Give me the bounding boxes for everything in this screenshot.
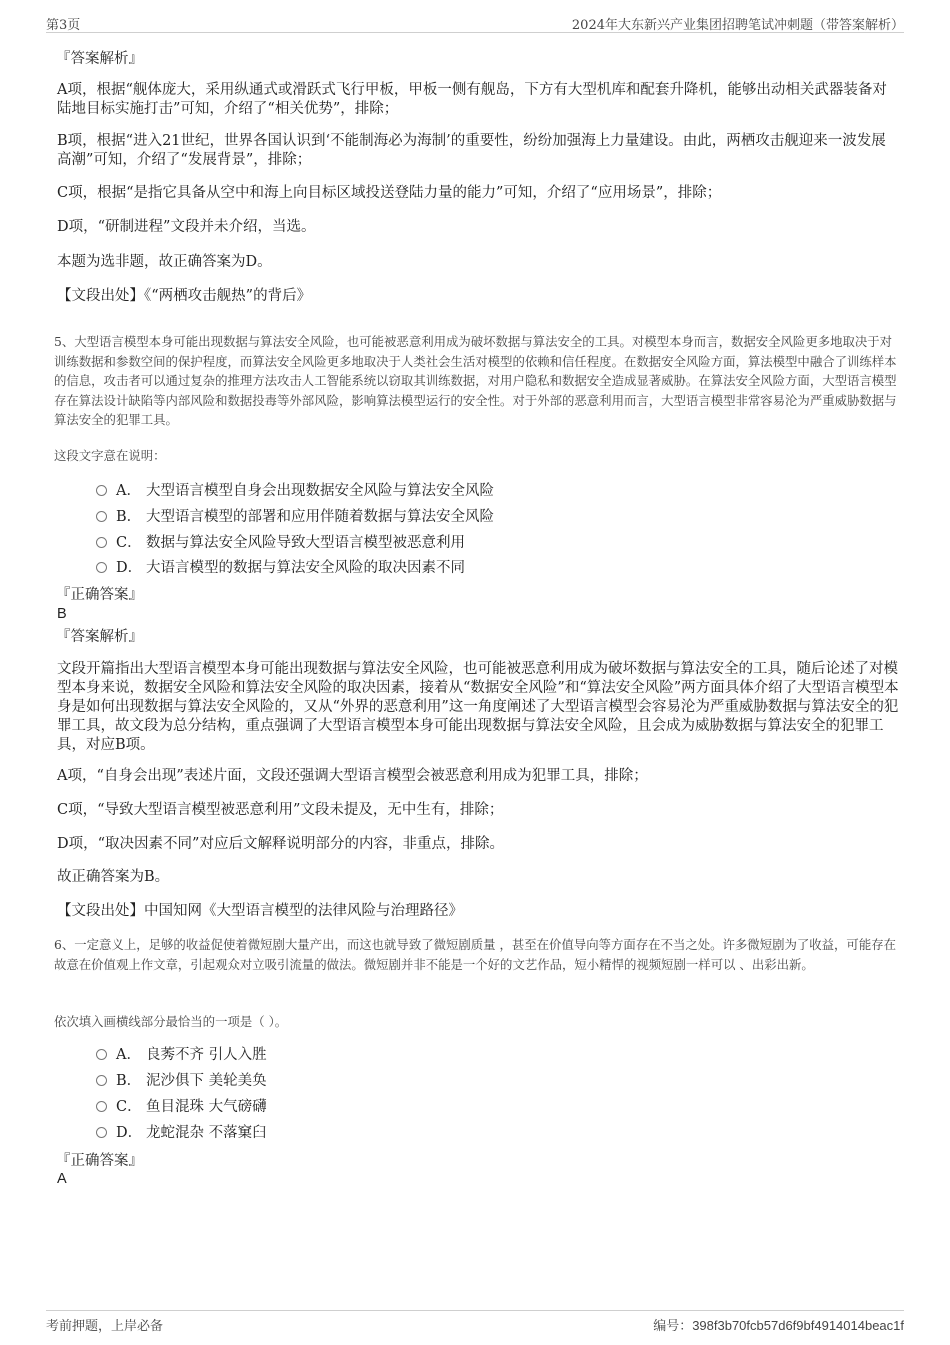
q6-option-a[interactable]	[96, 1045, 267, 1065]
option-letter: C．	[116, 535, 142, 551]
q4-source: 【文段出处】《“两栖攻击舰热”的背后》	[57, 288, 312, 304]
q5-conclusion: 故正确答案为B。	[57, 869, 170, 885]
option-letter: D．	[116, 560, 143, 576]
option-text: 泥沙俱下 美轮美奂	[146, 1073, 267, 1089]
q5-answer: B	[57, 606, 67, 622]
q5-option-c[interactable]	[96, 533, 465, 553]
radio-icon[interactable]	[96, 485, 107, 496]
q5-answer-label: 『正确答案』	[56, 587, 143, 603]
q5-option-b[interactable]	[96, 507, 494, 527]
option-letter: D．	[116, 1125, 143, 1141]
radio-icon[interactable]	[96, 1075, 107, 1086]
q5-stem: 5、大型语言模型本身可能出现数据与算法安全风险，也可能被恶意利用成为破坏数据与算法安全的工具。对模型本身而言，数据安全风险更多地取决于对训练数据和参数空间的保护程度，而算法安全风险更多地取决于人类社会生活对模型的依赖和信任程度。在数据安全风险方面，算法模型中融合了训练样本的信息，攻击者可以通过复杂的推理方法攻击人工智能系统以窃取其训练数据，对用户隐私和数据安全造成显著威胁。在算法安全风险方面，大型语言模型存在算法设计缺陷等内部风险和数据投毒等外部风险，影响算法模型运行的安全性。对于外部的恶意利用而言，大型语言模型非常容易沦为严重威胁数据与算法安全的犯罪工具。	[54, 334, 897, 427]
option-letter: A．	[116, 1047, 141, 1063]
radio-icon[interactable]	[96, 537, 107, 548]
q4-analysis-c: C项，根据“是指它具备从空中和海上向目标区域投送登陆力量的能力”可知，介绍了“应用场景”，排除；	[57, 185, 722, 201]
q6-answer: A	[57, 1171, 67, 1187]
option-letter: B．	[116, 509, 142, 525]
option-text: 大语言模型的数据与算法安全风险的取决因素不同	[146, 560, 465, 576]
q4-analysis-d: D项，“研制进程”文段并未介绍，当选。	[57, 219, 316, 235]
q5-analysis-d: D项，“取决因素不同”对应后文解释说明部分的内容，非重点，排除。	[57, 836, 504, 852]
document-code: 编号：398f3b70fcb57d6f9bf4914014beac1f	[653, 1318, 904, 1333]
q6-answer-label: 『正确答案』	[56, 1153, 143, 1169]
q5-analysis-main: 文段开篇指出大型语言模型本身可能出现数据与算法安全风险，也可能被恶意利用成为破坏数据与算法安全的工具，随后论述了对模型本身来说，数据安全风险和算法安全风险的取决因素，接着从“数据安全风险”和“算法安全风险”两方面具体介绍了大型语言模型本身是如何出现数据与算法安全风险的，又从“外界的恶意利用”这一角度阐述了大型语言模型会容易沦为严重威胁数据与算法安全的犯罪工具，故文段为总分结构，重点强调了大型语言模型本身可能出现数据与算法安全风险，且会成为威胁数据与算法安全的犯罪工具，对应B项。	[57, 661, 899, 753]
option-text: 龙蛇混杂 不落窠臼	[146, 1125, 267, 1141]
q5-source: 【文段出处】中国知网《大型语言模型的法律风险与治理路径》	[57, 903, 463, 919]
option-letter: A．	[116, 483, 141, 499]
q4-conclusion: 本题为选非题，故正确答案为D。	[57, 254, 272, 270]
radio-icon[interactable]	[96, 562, 107, 573]
q4-analysis-a: A项，根据“舰体庞大，采用纵通式或滑跃式飞行甲板，甲板一侧有舰岛，下方有大型机库和配套升降机，能够出动相关武器装备对陆地目标实施打击”可知，介绍了“相关优势”，排除；	[57, 82, 887, 117]
option-text: 数据与算法安全风险导致大型语言模型被恶意利用	[146, 535, 465, 551]
q6-option-c[interactable]	[96, 1097, 267, 1117]
q5-option-d[interactable]	[96, 558, 465, 578]
q5-analysis-a: A项，“自身会出现”表述片面，文段还强调大型语言模型会被恶意利用成为犯罪工具，排除；	[57, 768, 648, 784]
q6-stem: 6、一定意义上，足够的收益促使着微短剧大量产出，而这也就导致了微短剧质量 ，甚至在价值导向等方面存在不当之处。许多微短剧为了收益，可能存在故意在价值观上作文章，引起观众对立吸引流量的做法。微短剧并非不能是一个好的文艺作品，短小精悍的视频短剧一样可以 、出彩出新。	[54, 937, 896, 972]
option-letter: B．	[116, 1073, 142, 1089]
q5-analysis-label: 『答案解析』	[56, 629, 143, 645]
q5-option-a[interactable]	[96, 481, 494, 501]
page-header	[46, 14, 904, 33]
option-text: 良莠不齐 引人入胜	[146, 1047, 267, 1063]
q6-prompt: 依次填入画横线部分最恰当的一项是（ ）。	[54, 1014, 288, 1029]
radio-icon[interactable]	[96, 511, 107, 522]
page-footer	[46, 1310, 904, 1333]
option-text: 大型语言模型的部署和应用伴随着数据与算法安全风险	[146, 509, 494, 525]
footer-slogan: 考前押题，上岸必备	[46, 1319, 164, 1334]
q5-analysis-c: C项，“导致大型语言模型被恶意利用”文段未提及，无中生有，排除；	[57, 802, 504, 818]
q6-option-d[interactable]	[96, 1123, 267, 1143]
q6-option-b[interactable]	[96, 1071, 267, 1091]
radio-icon[interactable]	[96, 1049, 107, 1060]
q5-prompt: 这段文字意在说明：	[54, 448, 166, 463]
option-text: 鱼目混珠 大气磅礴	[146, 1099, 267, 1115]
option-letter: C．	[116, 1099, 142, 1115]
q4-analysis-b: B项，根据“进入21世纪，世界各国认识到‘不能制海必为海制’的重要性，纷纷加强海上力量建设。由此，两栖攻击舰迎来一波发展高潮”可知，介绍了“发展背景”，排除；	[57, 133, 886, 168]
page-number: 第3页	[46, 18, 81, 33]
radio-icon[interactable]	[96, 1101, 107, 1112]
radio-icon[interactable]	[96, 1127, 107, 1138]
q4-analysis-label: 『答案解析』	[56, 51, 143, 67]
document-title: 2024年大东新兴产业集团招聘笔试冲刺题（带答案解析）	[571, 18, 904, 33]
option-text: 大型语言模型自身会出现数据安全风险与算法安全风险	[146, 483, 494, 499]
